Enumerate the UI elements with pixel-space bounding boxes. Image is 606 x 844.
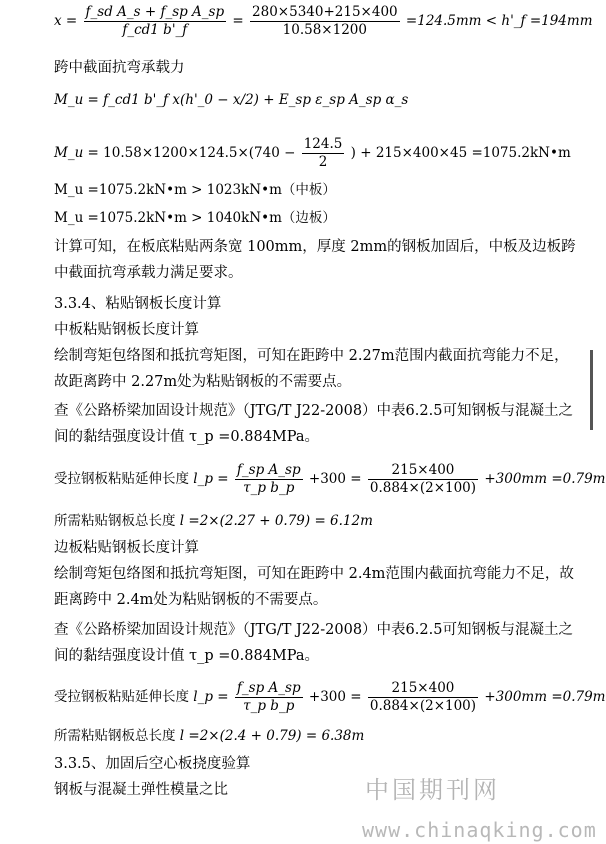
eq-mu2-num: 124.5 — [303, 136, 343, 152]
anchor-den-side: τ_p b_p — [243, 698, 295, 714]
mid-total-eq: l =2×(2.27 + 0.79) = 6.12m — [179, 513, 373, 529]
eq-x-lhs: x = — [54, 13, 78, 29]
heading-3-3-4: 3.3.4、粘贴钢板长度计算 — [54, 296, 222, 312]
eq-x-den: f_cd1 b'_f — [122, 22, 188, 38]
eq-x-den2: 10.58×1200 — [282, 22, 367, 38]
equation-mid-plate: M_u =1075.2kN•m > 1023kN•m（中板） — [54, 182, 336, 198]
eq-mu-rhs: f_cd1 b'_f x(h'_0 − x/2) + E_sp ε_sp A_sp α_s — [103, 92, 409, 108]
anchor-num-mid: f_sp A_sp — [236, 462, 301, 478]
side-total-label: 所需粘贴钢板总长度 — [54, 728, 176, 744]
anchor-den2-side: 0.884×(2×100) — [369, 698, 477, 714]
side-total-length — [54, 726, 364, 746]
equation-x — [54, 4, 593, 39]
paragraph-conclusion: 计算可知，在板底粘贴两条宽 100mm，厚度 2mm的钢板加固后，中板及边板跨中截面抗弯承载力满足要求。 — [54, 239, 576, 281]
anchor-fraction-side — [235, 680, 303, 715]
equation-side-plate: M_u =1075.2kN•m > 1040kN•m（边板） — [54, 210, 336, 226]
anchor-lhs-side: l_p = — [193, 689, 229, 705]
paragraph-mid-moment: 绘制弯矩包络图和抵抗弯矩图，可知在距跨中 2.27m范围内截面抗弯能力不足，故距离跨中 2.27m处为粘贴钢板的不需要点。 — [54, 348, 569, 390]
anchor-rest-side: +300mm =0.79m — [484, 689, 606, 705]
heading-mid-plate-length: 中板粘贴钢板长度计算 — [54, 322, 199, 338]
eq-mu2-a: 10.58×1200×124.5×(740 − — [103, 145, 296, 161]
mid-total-length — [54, 511, 373, 531]
heading-3-3-5: 3.3.5、加固后空心板挠度验算 — [54, 756, 251, 772]
mid-total-label: 所需粘贴钢板总长度 — [54, 513, 176, 529]
eq-mu2-fraction — [302, 136, 345, 171]
heading-side-plate-length: 边板粘贴钢板长度计算 — [54, 540, 199, 556]
anchor-plus-side: +300 = — [308, 689, 362, 705]
anchor-den2-mid: 0.884×(2×100) — [369, 480, 477, 496]
watermark-chinese: 中国期刊网 — [365, 776, 500, 804]
anchor-num-side: f_sp A_sp — [236, 680, 301, 696]
anchor-num2-mid: 215×400 — [368, 462, 478, 480]
eq-x-result: =124.5mm < h'_f =194mm — [405, 13, 593, 29]
side-total-eq: l =2×(2.4 + 0.79) = 6.38m — [179, 728, 365, 744]
anchor-den-mid: τ_p b_p — [243, 480, 295, 496]
eq-x-fraction-symbolic — [84, 4, 227, 39]
equation-anchor-side — [54, 680, 606, 715]
equation-mu-numeric — [54, 136, 571, 171]
anchor-lhs-mid: l_p = — [193, 471, 229, 487]
paragraph-side-bond: 查《公路桥梁加固设计规范》（JTG/T J22-2008）中表6.2.5可知钢板与混凝土之间的黏结强度设计值 τ_p =0.884MPa。 — [54, 622, 573, 664]
anchor-label-side: 受拉钢板粘贴延伸长度 — [54, 689, 189, 705]
paragraph-mid-bond: 查《公路桥梁加固设计规范》（JTG/T J22-2008）中表6.2.5可知钢板与混凝土之间的黏结强度设计值 τ_p =0.884MPa。 — [54, 403, 573, 445]
eq-x-num2: 280×5340+215×400 — [252, 4, 398, 20]
anchor-label-mid: 受拉钢板粘贴延伸长度 — [54, 471, 189, 487]
eq-mu2-lhs: M_u = — [54, 145, 99, 161]
paragraph-side-moment: 绘制弯矩包络图和抵抗弯矩图，可知在距跨中 2.4m范围内截面抗弯能力不足，故距离跨中 2.4m处为粘贴钢板的不需要点。 — [54, 566, 574, 608]
anchor-fraction2-mid — [368, 462, 478, 497]
watermark-url: www.chinaqking.com — [362, 818, 597, 842]
anchor-rest-mid: +300mm =0.79m — [484, 471, 606, 487]
eq-mu2-den: 2 — [318, 154, 328, 170]
eq-x-fraction-numeric — [250, 4, 400, 39]
anchor-fraction-mid — [235, 462, 303, 497]
anchor-fraction2-side — [368, 680, 478, 715]
anchor-plus-mid: +300 = — [308, 471, 362, 487]
heading-modulus-ratio: 钢板与混凝土弹性模量之比 — [54, 782, 228, 798]
eq-mu2-b: ) + 215×400×45 =1075.2kN•m — [350, 145, 571, 161]
equation-anchor-mid — [54, 462, 606, 497]
eq-mu-lhs: M_u = — [54, 92, 99, 108]
eq-x-equals: = — [232, 13, 244, 29]
heading-midspan-capacity: 跨中截面抗弯承载力 — [54, 60, 185, 76]
scrollbar-thumb[interactable] — [590, 350, 593, 430]
eq-x-num: f_sd A_s + f_sp A_sp — [85, 4, 225, 20]
equation-mu — [54, 90, 408, 110]
anchor-num2-side: 215×400 — [368, 680, 478, 698]
